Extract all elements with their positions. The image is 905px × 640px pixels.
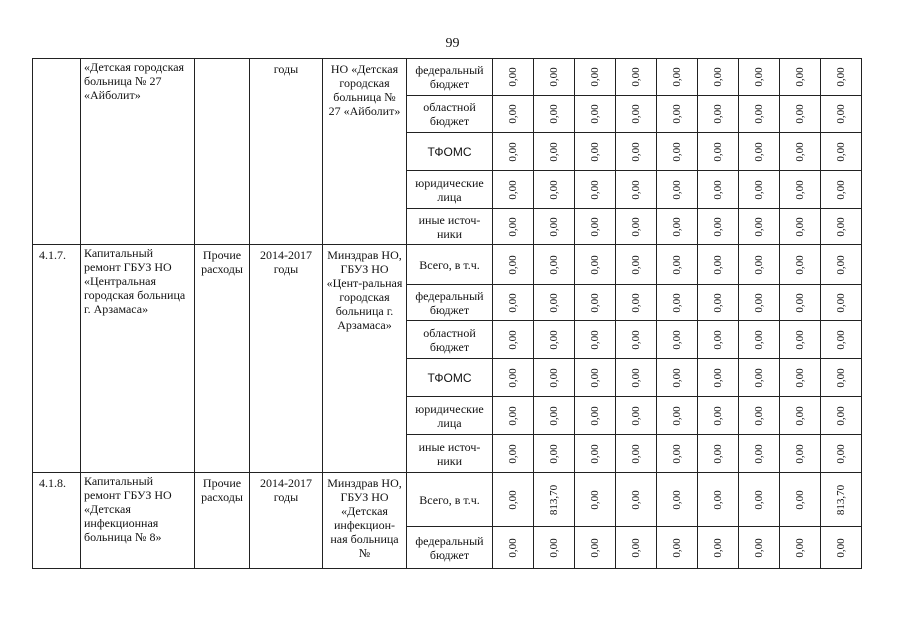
value-text: 0,00: [753, 292, 765, 313]
value-cell: [657, 171, 698, 209]
value-cell: [739, 473, 780, 527]
value-text: 0,00: [589, 141, 601, 162]
value-cell: [780, 245, 821, 285]
value-cell: [493, 397, 534, 435]
value-text: 0,00: [794, 443, 806, 464]
value-text: 0,00: [630, 405, 642, 426]
value-text: 0,00: [507, 254, 519, 275]
value-cell: [821, 435, 862, 473]
value-cell: [698, 209, 739, 245]
table-row: [33, 473, 862, 527]
value-text: 0,00: [712, 537, 724, 558]
value-cell: [698, 133, 739, 171]
value-cell: [616, 397, 657, 435]
page-number: 99: [445, 36, 460, 51]
item-period: годы: [250, 59, 323, 245]
item-description: «Детская городская больница № 27 «Айболит»: [81, 59, 195, 245]
value-cell: [493, 285, 534, 321]
value-text: 0,00: [671, 329, 683, 350]
value-text: 0,00: [630, 292, 642, 313]
value-text: 0,00: [589, 367, 601, 388]
value-cell: [575, 133, 616, 171]
value-text: 0,00: [507, 216, 519, 237]
value-text: 0,00: [548, 179, 560, 200]
value-text: 0,00: [589, 537, 601, 558]
value-text: 0,00: [589, 67, 601, 87]
value-text: 0,00: [753, 216, 765, 237]
value-cell: [493, 209, 534, 245]
value-cell: [780, 209, 821, 245]
value-text: 0,00: [589, 254, 601, 275]
value-text: 0,00: [835, 292, 847, 313]
funding-source-label: областной бюджет: [407, 321, 493, 359]
value-cell: [739, 133, 780, 171]
table-row: [33, 245, 862, 285]
value-text: 0,00: [507, 179, 519, 200]
value-text: 0,00: [589, 179, 601, 200]
value-text: 813,70: [548, 484, 560, 515]
value-cell: [534, 59, 575, 96]
value-cell: [493, 171, 534, 209]
value-cell: [657, 96, 698, 133]
value-text: 0,00: [589, 405, 601, 426]
value-text: 0,00: [794, 537, 806, 558]
value-text: 0,00: [630, 254, 642, 275]
value-cell: [821, 527, 862, 569]
value-cell: [739, 397, 780, 435]
value-text: 0,00: [753, 67, 765, 87]
value-text: 0,00: [507, 489, 519, 510]
value-cell: [575, 527, 616, 569]
item-number: 4.1.8.: [33, 473, 81, 569]
funding-source-label: ТФОМС: [407, 359, 493, 397]
value-cell: [493, 59, 534, 96]
value-cell: [575, 435, 616, 473]
value-cell: [575, 285, 616, 321]
value-cell: [657, 473, 698, 527]
value-cell: [575, 59, 616, 96]
value-cell: [534, 209, 575, 245]
value-text: 0,00: [589, 329, 601, 350]
funding-source-label: иные источ-ники: [407, 209, 493, 245]
value-text: 0,00: [835, 329, 847, 350]
value-text: 0,00: [548, 329, 560, 350]
value-text: 0,00: [548, 405, 560, 426]
value-cell: [698, 245, 739, 285]
value-cell: [821, 397, 862, 435]
value-cell: [780, 59, 821, 96]
item-executor: Минздрав НО, ГБУЗ НО «Детская инфекцион-ная больница №: [323, 473, 407, 569]
value-cell: [739, 59, 780, 96]
value-text: 0,00: [794, 329, 806, 350]
value-text: 0,00: [712, 443, 724, 464]
value-cell: [616, 171, 657, 209]
value-cell: [616, 435, 657, 473]
value-cell: [698, 171, 739, 209]
value-cell: [616, 209, 657, 245]
value-text: 0,00: [835, 367, 847, 388]
value-cell: [534, 321, 575, 359]
value-text: 0,00: [507, 329, 519, 350]
value-cell: [616, 321, 657, 359]
value-cell: [657, 397, 698, 435]
funding-source-label: Всего, в т.ч.: [407, 245, 493, 285]
value-cell: [739, 435, 780, 473]
item-description: Капитальный ремонт ГБУЗ НО «Центральная городская больница г. Арзамаса»: [81, 245, 195, 473]
value-cell: [698, 435, 739, 473]
value-cell: [780, 96, 821, 133]
value-text: 0,00: [507, 367, 519, 388]
value-text: 813,70: [835, 484, 847, 515]
value-text: 0,00: [507, 141, 519, 162]
funding-source-label: иные источ-ники: [407, 435, 493, 473]
value-text: 0,00: [589, 216, 601, 237]
value-text: 0,00: [794, 292, 806, 313]
value-cell: [739, 171, 780, 209]
budget-table: [32, 58, 862, 569]
value-text: 0,00: [630, 329, 642, 350]
value-cell: [780, 171, 821, 209]
value-text: 0,00: [630, 489, 642, 510]
item-number: [33, 59, 81, 245]
value-text: 0,00: [671, 489, 683, 510]
item-period: 2014-2017 годы: [250, 473, 323, 569]
value-cell: [780, 133, 821, 171]
value-text: 0,00: [671, 292, 683, 313]
value-text: 0,00: [753, 179, 765, 200]
value-text: 0,00: [794, 141, 806, 162]
value-cell: [821, 209, 862, 245]
value-cell: [657, 527, 698, 569]
value-text: 0,00: [712, 254, 724, 275]
value-text: 0,00: [671, 537, 683, 558]
value-cell: [698, 527, 739, 569]
value-cell: [821, 133, 862, 171]
value-text: 0,00: [753, 443, 765, 464]
value-cell: [493, 321, 534, 359]
value-text: 0,00: [630, 216, 642, 237]
value-cell: [534, 435, 575, 473]
value-cell: [575, 321, 616, 359]
value-cell: [780, 473, 821, 527]
value-cell: [698, 359, 739, 397]
item-category: Прочие расходы: [195, 245, 250, 473]
value-cell: [534, 397, 575, 435]
value-text: 0,00: [548, 67, 560, 87]
value-cell: [657, 209, 698, 245]
value-cell: [821, 245, 862, 285]
value-text: 0,00: [671, 67, 683, 87]
value-cell: [821, 285, 862, 321]
value-cell: [739, 245, 780, 285]
value-cell: [534, 527, 575, 569]
value-text: 0,00: [548, 141, 560, 162]
value-text: 0,00: [835, 104, 847, 124]
value-text: 0,00: [548, 104, 560, 124]
value-cell: [616, 245, 657, 285]
value-cell: [821, 359, 862, 397]
value-cell: [657, 359, 698, 397]
value-text: 0,00: [794, 367, 806, 388]
value-text: 0,00: [630, 67, 642, 87]
value-cell: [575, 397, 616, 435]
item-executor: НО «Детская городская больница № 27 «Айболит»: [323, 59, 407, 245]
value-text: 0,00: [671, 104, 683, 124]
value-text: 0,00: [712, 292, 724, 313]
value-cell: [821, 473, 862, 527]
value-cell: [575, 473, 616, 527]
value-cell: [493, 245, 534, 285]
value-cell: [657, 285, 698, 321]
value-text: 0,00: [507, 292, 519, 313]
value-cell: [657, 133, 698, 171]
value-text: 0,00: [835, 443, 847, 464]
value-text: 0,00: [712, 104, 724, 124]
value-text: 0,00: [548, 216, 560, 237]
value-text: 0,00: [630, 443, 642, 464]
value-text: 0,00: [671, 216, 683, 237]
value-text: 0,00: [712, 367, 724, 388]
value-cell: [616, 527, 657, 569]
value-text: 0,00: [507, 104, 519, 124]
value-cell: [739, 96, 780, 133]
value-cell: [493, 359, 534, 397]
value-text: 0,00: [712, 329, 724, 350]
item-period: 2014-2017 годы: [250, 245, 323, 473]
value-text: 0,00: [548, 367, 560, 388]
value-text: 0,00: [794, 254, 806, 275]
value-cell: [657, 245, 698, 285]
value-cell: [493, 473, 534, 527]
value-text: 0,00: [630, 367, 642, 388]
item-number: 4.1.7.: [33, 245, 81, 473]
value-cell: [780, 359, 821, 397]
value-cell: [616, 59, 657, 96]
value-text: 0,00: [589, 104, 601, 124]
value-cell: [534, 96, 575, 133]
value-cell: [657, 435, 698, 473]
value-cell: [698, 59, 739, 96]
funding-source-label: областной бюджет: [407, 96, 493, 133]
item-category: Прочие расходы: [195, 473, 250, 569]
value-cell: [698, 397, 739, 435]
value-cell: [616, 133, 657, 171]
item-category: [195, 59, 250, 245]
value-text: 0,00: [835, 179, 847, 200]
value-cell: [698, 321, 739, 359]
value-text: 0,00: [630, 104, 642, 124]
value-cell: [739, 285, 780, 321]
value-text: 0,00: [794, 405, 806, 426]
value-text: 0,00: [753, 405, 765, 426]
value-text: 0,00: [589, 292, 601, 313]
value-cell: [493, 133, 534, 171]
value-text: 0,00: [507, 67, 519, 87]
value-text: 0,00: [835, 141, 847, 162]
value-text: 0,00: [712, 67, 724, 87]
value-text: 0,00: [753, 141, 765, 162]
value-cell: [780, 397, 821, 435]
value-text: 0,00: [753, 329, 765, 350]
value-cell: [821, 96, 862, 133]
value-text: 0,00: [671, 405, 683, 426]
funding-source-label: федеральный бюджет: [407, 59, 493, 96]
value-text: 0,00: [753, 254, 765, 275]
value-cell: [616, 285, 657, 321]
value-cell: [698, 473, 739, 527]
item-executor: Минздрав НО, ГБУЗ НО «Цент-ральная городская больница г. Арзамаса»: [323, 245, 407, 473]
value-cell: [493, 96, 534, 133]
value-text: 0,00: [671, 141, 683, 162]
value-text: 0,00: [630, 537, 642, 558]
value-cell: [534, 473, 575, 527]
value-cell: [821, 171, 862, 209]
item-description: Капитальный ремонт ГБУЗ НО «Детская инфекционная больница № 8»: [81, 473, 195, 569]
value-text: 0,00: [794, 104, 806, 124]
value-cell: [534, 245, 575, 285]
value-text: 0,00: [548, 537, 560, 558]
value-text: 0,00: [835, 216, 847, 237]
value-text: 0,00: [794, 216, 806, 237]
value-text: 0,00: [671, 179, 683, 200]
funding-source-label: федеральный бюджет: [407, 527, 493, 569]
value-text: 0,00: [630, 141, 642, 162]
value-cell: [534, 171, 575, 209]
value-text: 0,00: [753, 367, 765, 388]
value-text: 0,00: [507, 405, 519, 426]
funding-source-label: юридические лица: [407, 171, 493, 209]
value-text: 0,00: [507, 537, 519, 558]
value-text: 0,00: [630, 179, 642, 200]
value-text: 0,00: [794, 179, 806, 200]
value-cell: [534, 285, 575, 321]
value-text: 0,00: [671, 367, 683, 388]
value-text: 0,00: [671, 254, 683, 275]
value-text: 0,00: [548, 254, 560, 275]
value-cell: [657, 59, 698, 96]
value-cell: [575, 171, 616, 209]
value-text: 0,00: [507, 443, 519, 464]
value-cell: [575, 359, 616, 397]
value-cell: [575, 96, 616, 133]
value-cell: [821, 59, 862, 96]
value-text: 0,00: [589, 443, 601, 464]
value-text: 0,00: [835, 537, 847, 558]
value-cell: [821, 321, 862, 359]
value-text: 0,00: [794, 67, 806, 87]
value-cell: [739, 359, 780, 397]
value-text: 0,00: [835, 254, 847, 275]
value-cell: [616, 473, 657, 527]
value-text: 0,00: [753, 489, 765, 510]
funding-source-label: юридические лица: [407, 397, 493, 435]
value-text: 0,00: [548, 443, 560, 464]
value-text: 0,00: [753, 104, 765, 124]
value-cell: [493, 527, 534, 569]
value-text: 0,00: [671, 443, 683, 464]
value-cell: [534, 359, 575, 397]
value-cell: [534, 133, 575, 171]
value-text: 0,00: [548, 292, 560, 313]
value-text: 0,00: [712, 489, 724, 510]
value-text: 0,00: [835, 67, 847, 87]
value-text: 0,00: [794, 489, 806, 510]
value-cell: [698, 96, 739, 133]
funding-source-label: Всего, в т.ч.: [407, 473, 493, 527]
value-cell: [575, 245, 616, 285]
value-text: 0,00: [712, 405, 724, 426]
value-cell: [780, 285, 821, 321]
value-cell: [739, 527, 780, 569]
value-text: 0,00: [712, 216, 724, 237]
value-text: 0,00: [589, 489, 601, 510]
value-text: 0,00: [712, 179, 724, 200]
value-cell: [575, 209, 616, 245]
value-cell: [739, 209, 780, 245]
value-cell: [780, 435, 821, 473]
value-cell: [493, 435, 534, 473]
funding-source-label: ТФОМС: [407, 133, 493, 171]
value-text: 0,00: [753, 537, 765, 558]
funding-source-label: федеральный бюджет: [407, 285, 493, 321]
value-cell: [780, 527, 821, 569]
value-cell: [616, 96, 657, 133]
value-cell: [698, 285, 739, 321]
value-cell: [616, 359, 657, 397]
table-row: [33, 59, 862, 96]
value-cell: [657, 321, 698, 359]
value-text: 0,00: [835, 405, 847, 426]
value-cell: [780, 321, 821, 359]
value-cell: [739, 321, 780, 359]
value-text: 0,00: [712, 141, 724, 162]
